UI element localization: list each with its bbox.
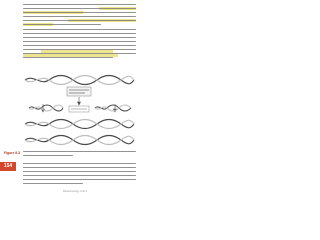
text-line xyxy=(23,29,136,30)
document-page xyxy=(0,0,149,198)
text-line xyxy=(23,171,136,172)
body-paragraph-1 xyxy=(23,4,136,62)
figure-label-box xyxy=(67,87,91,96)
text-line xyxy=(23,163,136,164)
text-line xyxy=(23,37,136,38)
body-paragraph-2 xyxy=(23,163,136,187)
text-line xyxy=(23,41,136,42)
text-line xyxy=(23,179,136,180)
text-line xyxy=(23,175,136,176)
figure-label: Figure 8.3 xyxy=(4,151,21,155)
arrow-icon xyxy=(42,97,117,112)
dna-helix-top xyxy=(25,76,134,85)
text-line xyxy=(23,45,136,46)
text-line xyxy=(23,183,83,184)
text-line xyxy=(23,16,136,17)
page-number: 154 xyxy=(0,162,16,171)
text-line xyxy=(23,151,136,152)
dna-figure xyxy=(23,70,136,148)
text-line xyxy=(23,33,136,34)
page-footer: Biotechnology Unit 2 xyxy=(63,190,87,193)
text-line xyxy=(23,57,113,58)
dna-helix-lower xyxy=(25,120,134,145)
text-line xyxy=(23,155,73,156)
text-line xyxy=(23,167,136,168)
text-line xyxy=(23,4,136,5)
dna-illustration xyxy=(23,70,136,148)
dna-fragments-middle xyxy=(29,105,131,112)
